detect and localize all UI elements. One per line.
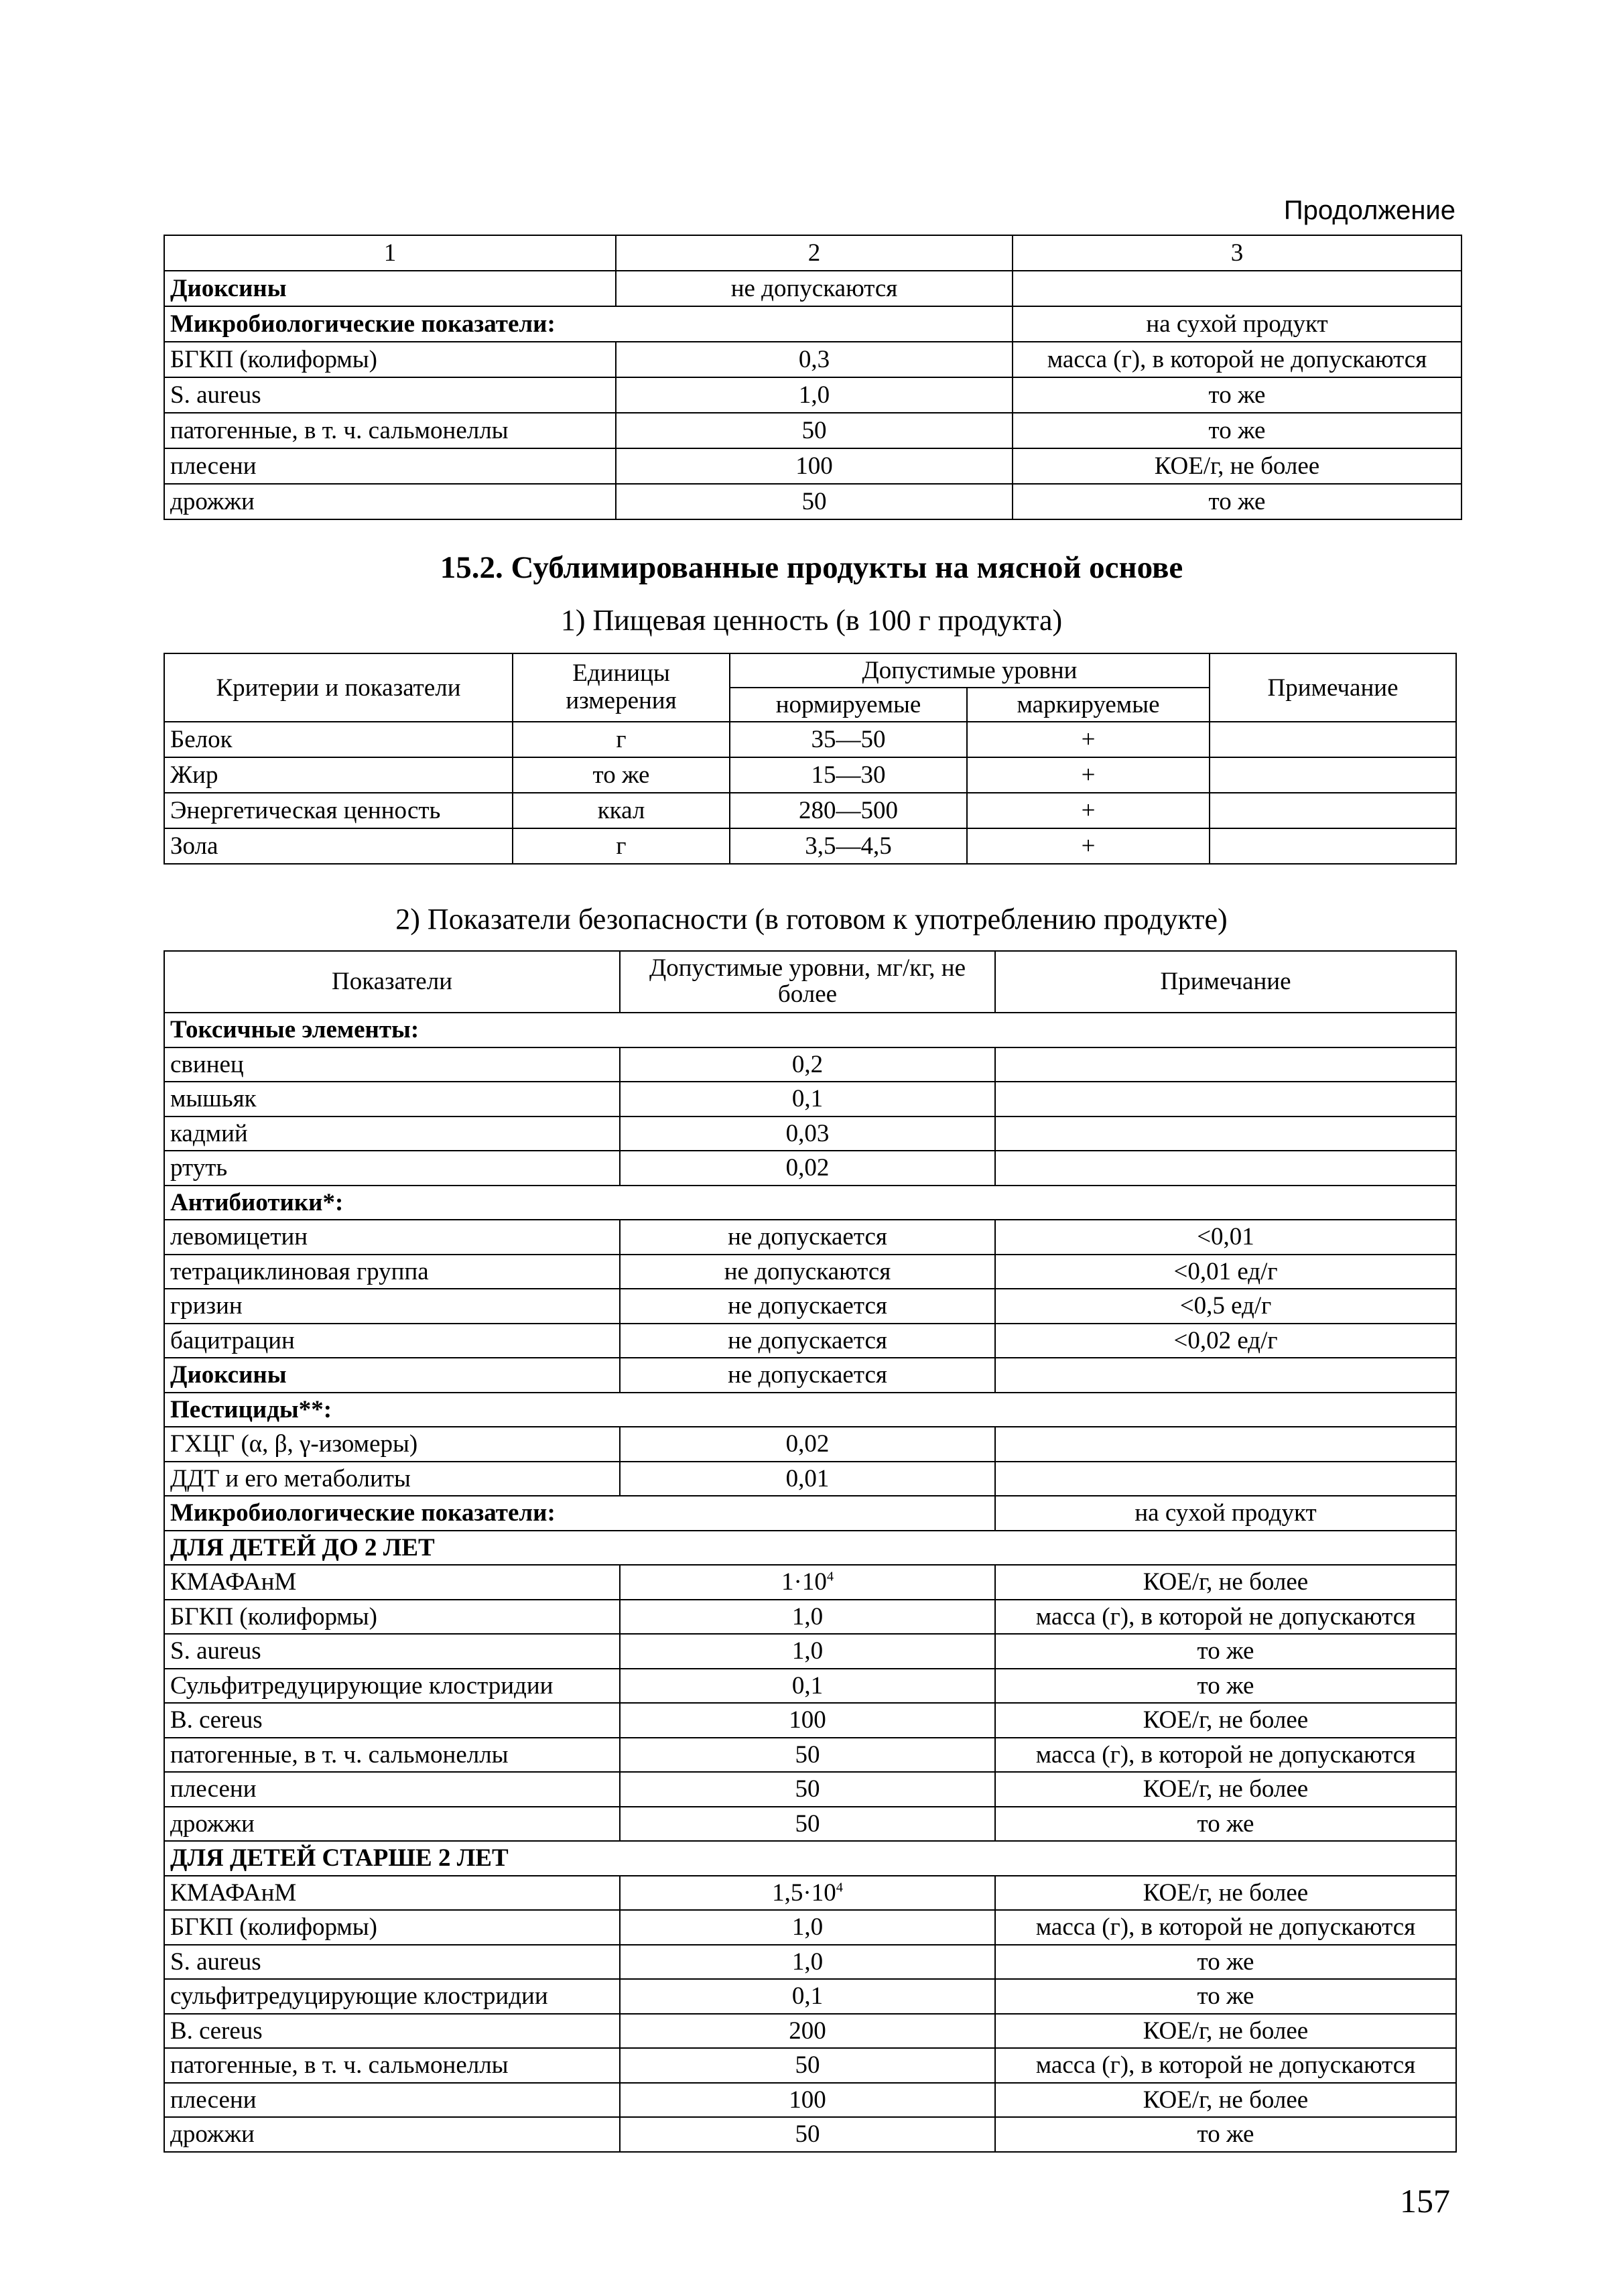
column-number: 1: [164, 235, 616, 271]
nutrient-name: Белок: [164, 722, 513, 757]
header-indicators: Показатели: [164, 951, 620, 1013]
table-row: [164, 484, 1462, 519]
table-row: [164, 1220, 1456, 1255]
indicator-value: [620, 2014, 995, 2049]
indicator-value: [620, 1703, 995, 1738]
value-text: 100: [789, 2086, 826, 2114]
group-heading: ДЛЯ ДЕТЕЙ СТАРШЕ 2 ЛЕТ: [164, 1841, 1456, 1876]
indicator-value: [620, 1255, 995, 1289]
indicator-name: дрожжи: [164, 2117, 620, 2152]
table-row: [164, 1807, 1456, 1842]
indicator-note: масса (г), в которой не допускаются: [995, 1738, 1456, 1773]
safety-subtitle: 2) Показатели безопасности (в готовом к употреблению продукте): [395, 903, 1228, 936]
indicator-note: на сухой продукт: [995, 1496, 1456, 1531]
indicator-note: масса (г), в которой не допускаются: [995, 1910, 1456, 1945]
value-text: не допускаются: [724, 1257, 891, 1285]
header-labeled: маркируемые: [967, 688, 1210, 722]
indicator-name: БГКП (колиформы): [164, 342, 616, 377]
nutrient-unit: то же: [513, 757, 730, 793]
table-row: [164, 828, 1456, 864]
nutrient-unit: г: [513, 722, 730, 757]
page-number: 157: [1400, 2182, 1450, 2220]
nutrient-unit: г: [513, 828, 730, 864]
indicator-note: то же: [1013, 484, 1462, 519]
value-text: 0,02: [785, 1430, 830, 1458]
indicator-note: [995, 1047, 1456, 1082]
indicator-name: левомицетин: [164, 1220, 620, 1255]
indicator-value: [620, 1047, 995, 1082]
value-text: 0,1: [791, 1085, 824, 1113]
indicator-value: [620, 1358, 995, 1393]
indicator-name: патогенные, в т. ч. сальмонеллы: [164, 413, 616, 448]
table-row: [164, 1634, 1456, 1669]
table-row: [164, 1772, 1456, 1807]
indicator-value: 50: [616, 484, 1013, 519]
value-text: 1,0: [791, 1602, 824, 1631]
nutrition-subtitle: 1) Пищевая ценность (в 100 г продукта): [560, 604, 1063, 637]
indicator-value: [620, 1427, 995, 1462]
indicator-note: <0,02 ед/г: [995, 1324, 1456, 1358]
value-text: 0,1: [791, 1982, 824, 2011]
indicator-note: [995, 1358, 1456, 1393]
indicator-name: Диоксины: [164, 271, 616, 306]
indicator-note: КОЕ/г, не более: [995, 2014, 1456, 2049]
nutrient-normalized: 280—500: [730, 793, 967, 828]
indicator-value: [620, 1082, 995, 1117]
column-number: 2: [616, 235, 1013, 271]
table-row: [164, 2117, 1456, 2152]
header-normalized: нормируемые: [730, 688, 967, 722]
value-text: не допускается: [728, 1361, 887, 1389]
table-row: [164, 2083, 1456, 2118]
indicator-name: дрожжи: [164, 484, 616, 519]
indicator-name: мышьяк: [164, 1082, 620, 1117]
indicator-name: плесени: [164, 1772, 620, 1807]
indicator-note: [995, 1082, 1456, 1117]
indicator-value: [620, 1945, 995, 1980]
table-row: [164, 1047, 1456, 1082]
indicator-note: КОЕ/г, не более: [995, 1565, 1456, 1600]
indicator-value: [620, 2117, 995, 2152]
table-row: [164, 377, 1462, 413]
indicator-value: [620, 1600, 995, 1635]
nutrient-note: [1210, 793, 1456, 828]
value-text: 50: [795, 2051, 820, 2080]
table-row: [164, 1289, 1456, 1324]
value-text: 50: [795, 1775, 820, 1803]
indicator-value: [620, 1151, 995, 1186]
indicator-value: [620, 1738, 995, 1773]
indicator-note: КОЕ/г, не более: [995, 1876, 1456, 1911]
nutrient-note: [1210, 722, 1456, 757]
indicator-value: 1,0: [616, 377, 1013, 413]
table-row: [164, 1462, 1456, 1496]
indicator-value: [620, 1807, 995, 1842]
safety-table: [164, 950, 1457, 2153]
table-row: [164, 1979, 1456, 2014]
table-row: [164, 2048, 1456, 2083]
value-text: не допускается: [728, 1326, 887, 1354]
value-text: 100: [789, 1706, 826, 1734]
table-row: [164, 757, 1456, 793]
indicator-name: кадмий: [164, 1117, 620, 1151]
indicator-value: 50: [616, 413, 1013, 448]
value-text: 1,5·10: [772, 1878, 836, 1907]
indicator-name: гризин: [164, 1289, 620, 1324]
indicator-note: то же: [995, 1979, 1456, 2014]
value-text: 0,02: [785, 1154, 830, 1182]
value-exponent: 4: [836, 1880, 843, 1895]
indicator-value: [620, 1220, 995, 1255]
indicator-name: ДДТ и его метаболиты: [164, 1462, 620, 1496]
indicator-note: <0,01: [995, 1220, 1456, 1255]
table-row: [164, 1703, 1456, 1738]
indicator-value: [620, 2048, 995, 2083]
indicator-note: то же: [995, 1945, 1456, 1980]
table-row: [164, 1945, 1456, 1980]
indicator-value: [620, 1669, 995, 1704]
indicator-note: КОЕ/г, не более: [995, 1772, 1456, 1807]
indicator-value: [620, 1565, 995, 1600]
nutrient-note: [1210, 757, 1456, 793]
indicator-note: на сухой продукт: [1013, 306, 1462, 342]
table-row: [164, 1427, 1456, 1462]
indicator-name: B. cereus: [164, 1703, 620, 1738]
nutrient-note: [1210, 828, 1456, 864]
column-number: 3: [1013, 235, 1462, 271]
nutrient-labeled: +: [967, 757, 1210, 793]
header-levels: Допустимые уровни, мг/кг, не более: [620, 951, 995, 1013]
indicator-name: КМАФАнМ: [164, 1565, 620, 1600]
table-row: [164, 306, 1462, 342]
table-row: [164, 1600, 1456, 1635]
indicator-note: то же: [1013, 377, 1462, 413]
value-text: 0,03: [785, 1119, 830, 1147]
table-row: [164, 793, 1456, 828]
indicator-note: то же: [1013, 413, 1462, 448]
nutrient-name: Зола: [164, 828, 513, 864]
indicator-value: [620, 1634, 995, 1669]
indicator-name: бацитрацин: [164, 1324, 620, 1358]
column-number-row: [164, 235, 1462, 271]
indicator-name: патогенные, в т. ч. сальмонеллы: [164, 1738, 620, 1773]
indicator-note: то же: [995, 2117, 1456, 2152]
nutrient-unit: ккал: [513, 793, 730, 828]
indicator-name: Диоксины: [164, 1358, 620, 1393]
header-note: Примечание: [1210, 653, 1456, 722]
nutrient-normalized: 15—30: [730, 757, 967, 793]
value-text: не допускается: [728, 1223, 887, 1251]
indicator-value: [620, 1772, 995, 1807]
nutrient-normalized: 35—50: [730, 722, 967, 757]
section-title: 15.2. Сублимированные продукты на мясной основе: [440, 550, 1183, 585]
indicator-value: [620, 1289, 995, 1324]
indicator-name: S. aureus: [164, 377, 616, 413]
value-text: 0,01: [785, 1464, 830, 1492]
table-row: [164, 1255, 1456, 1289]
table-row: [164, 1393, 1456, 1427]
table-row: [164, 1186, 1456, 1220]
indicator-name: S. aureus: [164, 1945, 620, 1980]
indicator-note: [995, 1427, 1456, 1462]
value-text: 1,0: [791, 1948, 824, 1976]
table-row: [164, 1117, 1456, 1151]
table-row: [164, 1082, 1456, 1117]
continuation-label: Продолжение: [1283, 196, 1455, 225]
table-row: [164, 1324, 1456, 1358]
table-row: [164, 1565, 1456, 1600]
nutrient-normalized: 3,5—4,5: [730, 828, 967, 864]
header-levels: Допустимые уровни: [730, 653, 1210, 688]
indicator-name: B. cereus: [164, 2014, 620, 2049]
indicator-note: то же: [995, 1634, 1456, 1669]
nutrient-labeled: +: [967, 793, 1210, 828]
group-heading: Токсичные элементы:: [164, 1013, 1456, 1047]
value-text: 50: [795, 2120, 820, 2149]
indicator-value: [620, 1979, 995, 2014]
indicator-name: S. aureus: [164, 1634, 620, 1669]
indicator-value: не допускаются: [616, 271, 1013, 306]
table-row: [164, 1876, 1456, 1911]
table-row: [164, 722, 1456, 757]
indicator-value: [620, 1910, 995, 1945]
table-row: [164, 1358, 1456, 1393]
nutrient-name: Жир: [164, 757, 513, 793]
indicator-note: то же: [995, 1669, 1456, 1704]
nutrition-table: [164, 653, 1457, 865]
nutrient-labeled: +: [967, 722, 1210, 757]
indicator-note: то же: [995, 1807, 1456, 1842]
indicator-name: плесени: [164, 2083, 620, 2118]
indicator-name: ртуть: [164, 1151, 620, 1186]
header-row: [164, 653, 1456, 688]
table-row: [164, 1496, 1456, 1531]
indicator-note: КОЕ/г, не более: [995, 1703, 1456, 1738]
value-text: 0,2: [791, 1050, 824, 1078]
nutrient-name: Энергетическая ценность: [164, 793, 513, 828]
table-row: [164, 1841, 1456, 1876]
indicator-note: [995, 1151, 1456, 1186]
indicator-value: [620, 1876, 995, 1911]
indicator-name: ГХЦГ (α, β, γ-изомеры): [164, 1427, 620, 1462]
group-heading: Пестициды**:: [164, 1393, 1456, 1427]
indicator-note: масса (г), в которой не допускаются: [1013, 342, 1462, 377]
value-text: 1,0: [791, 1913, 824, 1941]
indicator-name: сульфитредуцирующие клостридии: [164, 1979, 620, 2014]
indicator-name: Сульфитредуцирующие клостридии: [164, 1669, 620, 1704]
value-text: 200: [789, 2017, 826, 2045]
table-row: [164, 2014, 1456, 2049]
indicator-value: [620, 1324, 995, 1358]
indicator-note: КОЕ/г, не более: [995, 2083, 1456, 2118]
value-text: 50: [795, 1740, 820, 1769]
indicator-note: масса (г), в которой не допускаются: [995, 1600, 1456, 1635]
table-row: [164, 1738, 1456, 1773]
value-text: 0,1: [791, 1671, 824, 1700]
table-row: [164, 1910, 1456, 1945]
indicator-name: БГКП (колиформы): [164, 1600, 620, 1635]
indicator-value: [620, 1462, 995, 1496]
table-row: [164, 413, 1462, 448]
indicator-name: дрожжи: [164, 1807, 620, 1842]
nutrient-labeled: +: [967, 828, 1210, 864]
table-row: [164, 1669, 1456, 1704]
value-exponent: 4: [826, 1569, 834, 1584]
header-criteria: Критерии и показатели: [164, 653, 513, 722]
table-row: [164, 1531, 1456, 1566]
table-row: [164, 342, 1462, 377]
group-heading: Микробиологические показатели:: [164, 1496, 995, 1531]
indicator-value: 100: [616, 448, 1013, 484]
indicator-note: <0,5 ед/г: [995, 1289, 1456, 1324]
indicator-note: КОЕ/г, не более: [1013, 448, 1462, 484]
value-text: не допускается: [728, 1292, 887, 1320]
indicator-note: масса (г), в которой не допускаются: [995, 2048, 1456, 2083]
indicator-value: [620, 2083, 995, 2118]
indicator-value: 0,3: [616, 342, 1013, 377]
group-heading: ДЛЯ ДЕТЕЙ ДО 2 ЛЕТ: [164, 1531, 1456, 1566]
indicator-note: [995, 1462, 1456, 1496]
header-note: Примечание: [995, 951, 1456, 1013]
value-text: 1·10: [781, 1568, 827, 1596]
indicator-note: [1013, 271, 1462, 306]
indicator-note: [995, 1117, 1456, 1151]
group-heading: Микробиологические показатели:: [164, 306, 1013, 342]
indicator-name: патогенные, в т. ч. сальмонеллы: [164, 2048, 620, 2083]
table-row: [164, 1151, 1456, 1186]
table-row: [164, 271, 1462, 306]
continuation-table: [164, 235, 1462, 520]
value-text: 1,0: [791, 1637, 824, 1665]
indicator-name: тетрациклиновая группа: [164, 1255, 620, 1289]
table-row: [164, 1013, 1456, 1047]
indicator-name: КМАФАнМ: [164, 1876, 620, 1911]
indicator-value: [620, 1117, 995, 1151]
value-text: 50: [795, 1809, 820, 1838]
header-units: Единицы измерения: [513, 653, 730, 722]
indicator-name: свинец: [164, 1047, 620, 1082]
indicator-note: <0,01 ед/г: [995, 1255, 1456, 1289]
group-heading: Антибиотики*:: [164, 1186, 1456, 1220]
indicator-name: плесени: [164, 448, 616, 484]
table-row: [164, 448, 1462, 484]
header-row: [164, 951, 1456, 1013]
indicator-name: БГКП (колиформы): [164, 1910, 620, 1945]
